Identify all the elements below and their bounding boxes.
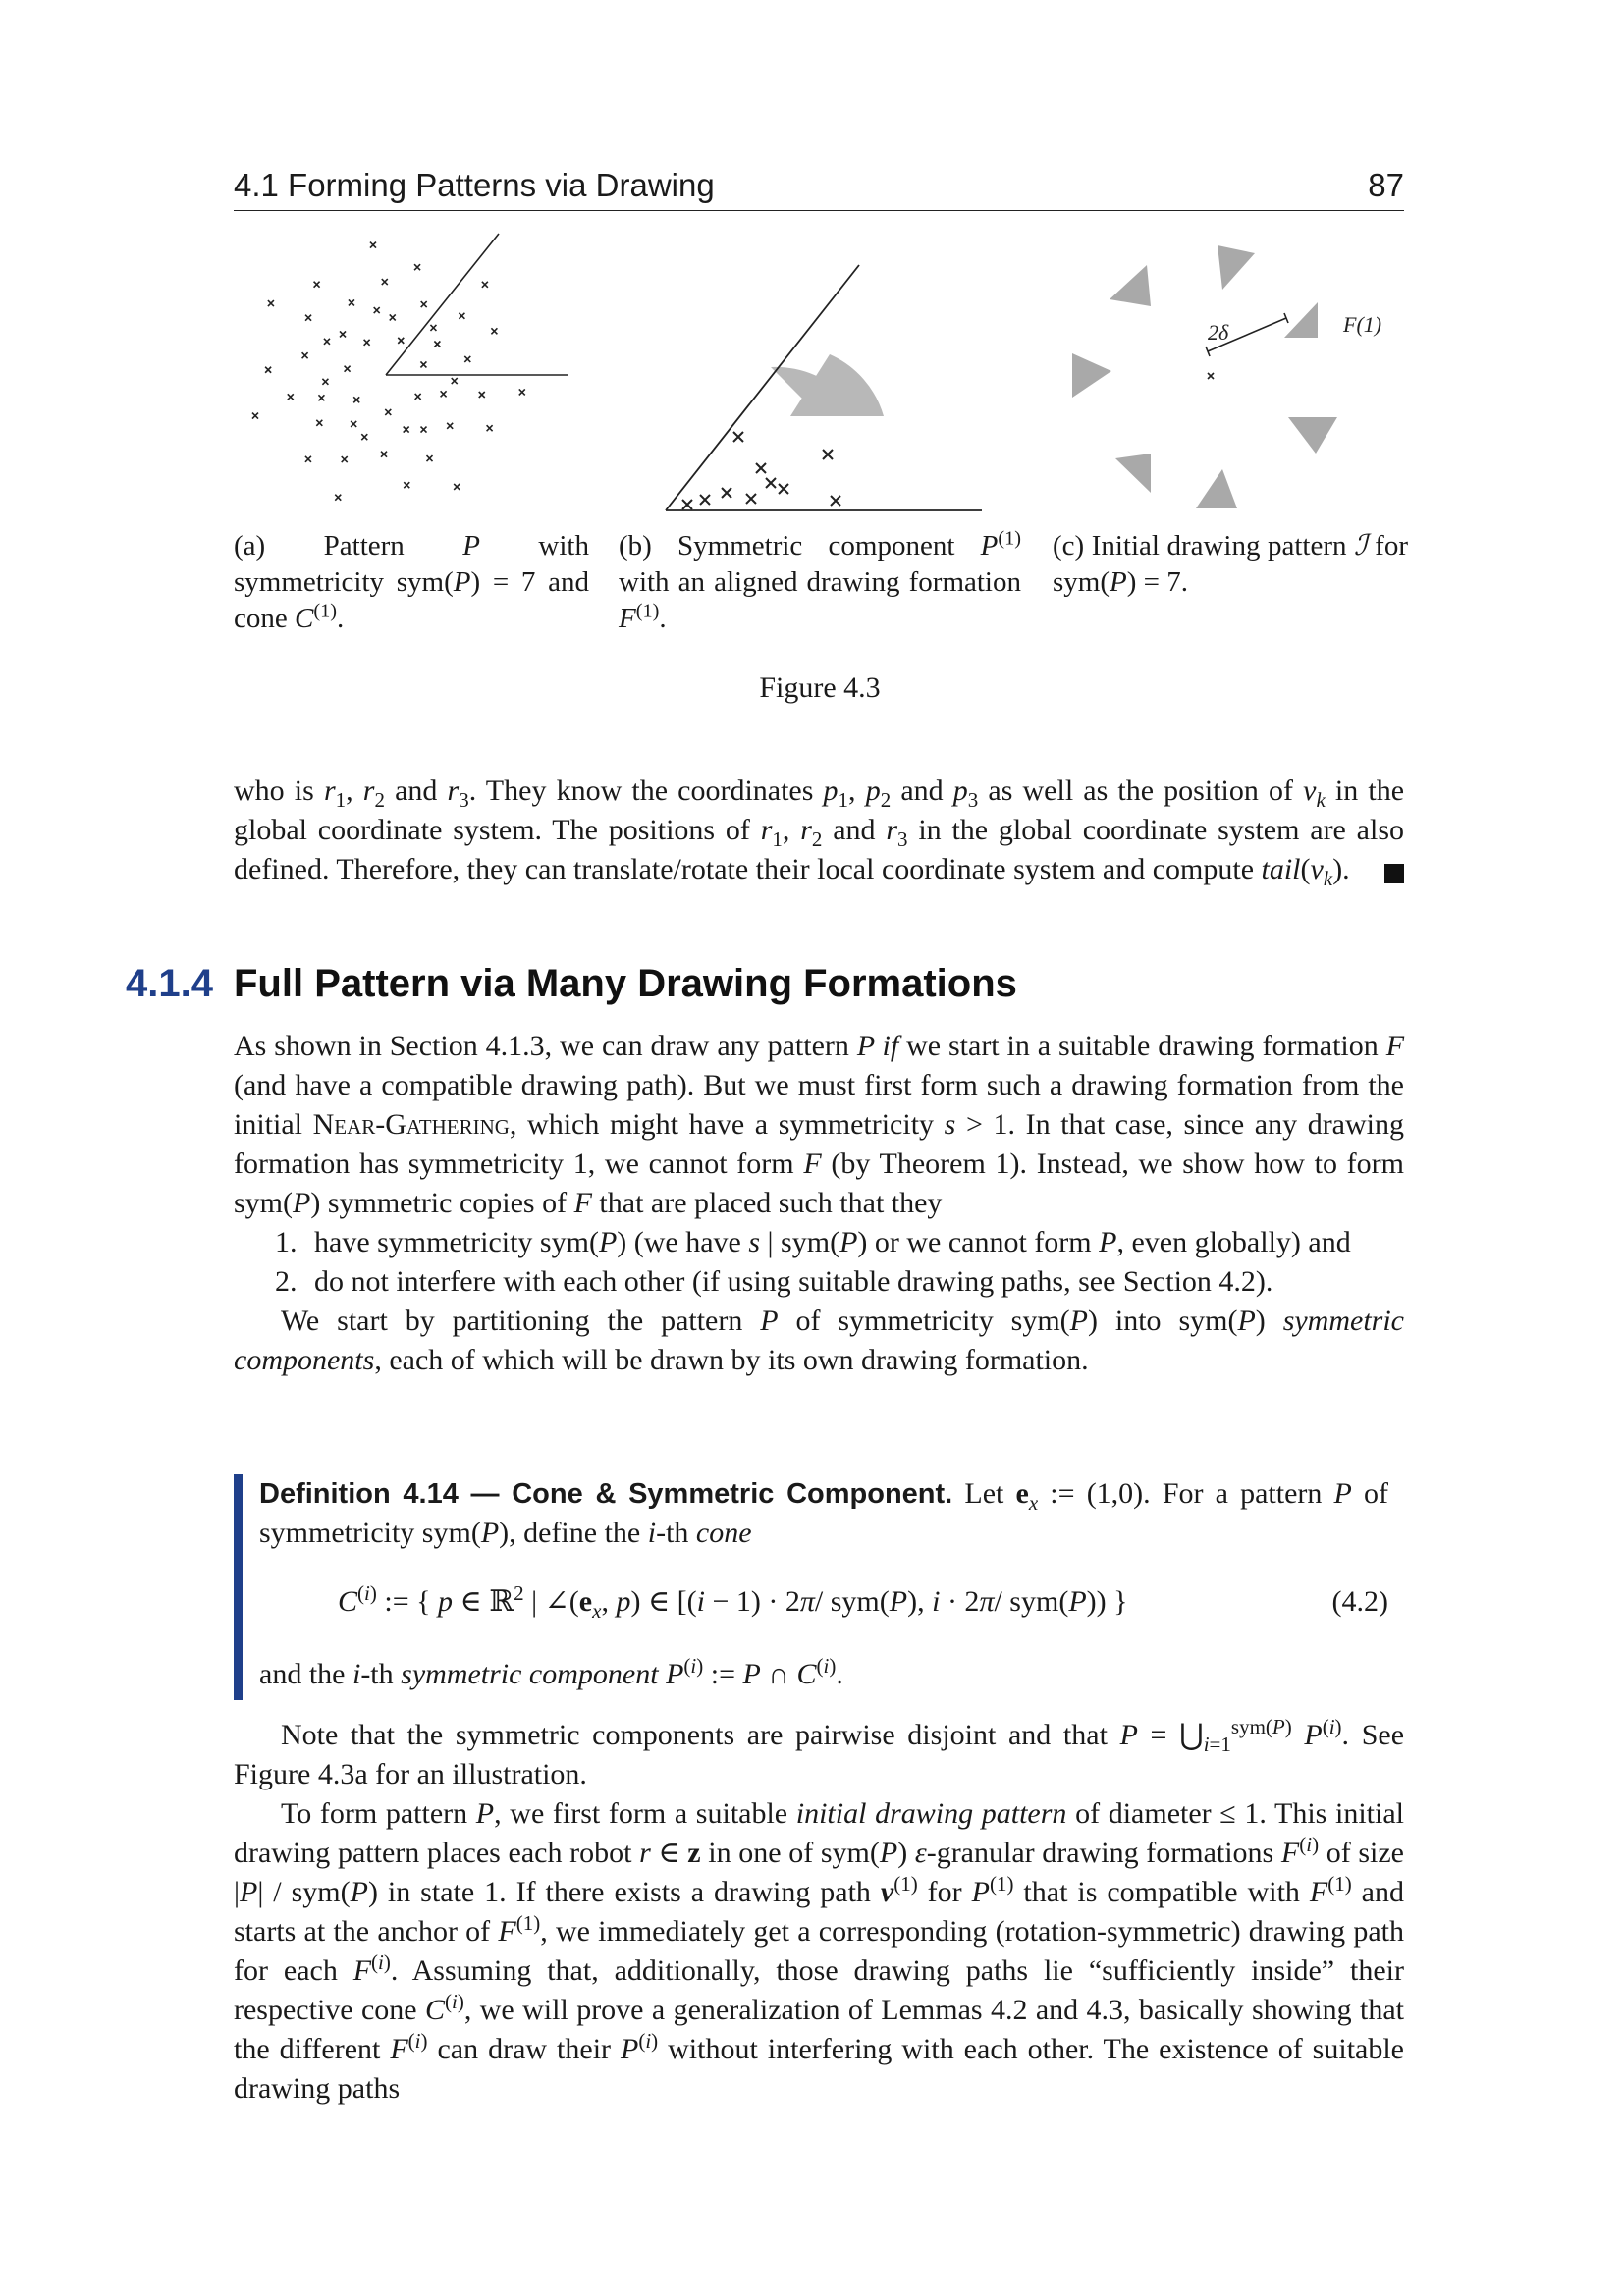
- figure-4-3b-component: [648, 255, 992, 520]
- subcaption-c: (c) Initial drawing pattern ℐ for sym(P) = 7.: [1053, 530, 1408, 598]
- subcaption-b: (b) Symmetric component $P^{(1)}$ with an aligned drawing formation $F^{(1)}$.: [619, 527, 1021, 634]
- page-number: 87: [1368, 167, 1404, 203]
- running-header: [234, 163, 1404, 211]
- property-list: [234, 1223, 1404, 1302]
- formation-label: F(1): [1343, 312, 1382, 337]
- definition-box: [234, 1474, 1404, 1700]
- paragraph-proof-end: who is $r_1$, $r_2$ and $r_3$. They know the coordinates $p_1$, $p_2$ and $p_3$ as well as the position of $v_k$ in the global coordinate system. The positions of $r_1$, $r_2$ and $r_3$ in the global coordinate system are also defined. Therefore, they can translate/rotate their local coordinate system and compute $tail(v_k)$.: [234, 774, 1405, 890]
- definition-outro: and the i-th symmetric component $P^{(i)}$ := P ∩ $C^{(i)}$.: [259, 1654, 843, 1690]
- figure-4-3c-initial-pattern: [1060, 236, 1414, 520]
- subcaption-a: (a) Pattern P with symmetricity sym(P) = 7 and cone $C^{(1)}$.: [234, 530, 589, 634]
- definition-bar: [234, 1474, 243, 1700]
- definition-intro: Definition 4.14 — Cone & Symmetric Component. Let $e_x$ := (1,0). For a pattern P of symmetricity sym(P), define the i-th cone: [259, 1477, 1388, 1549]
- list-item: 1. have symmetricity sym(P) (we have s | sym(P) or we cannot form P, even globally) and: [275, 1226, 1351, 1258]
- qed-square: [1384, 864, 1404, 883]
- section-title: Full Pattern via Many Drawing Formations: [234, 962, 1017, 1005]
- running-header-section: 4.1 Forming Patterns via Drawing: [234, 167, 715, 203]
- definition-equation: $C^{(i)}$ := { p ∈ ℝ$^2$ | $\angle(e_x$, p) ∈ [(i − 1) · 2π/ sym(P), i · 2π/ sym(P)) } (4.2): [338, 1581, 1388, 1623]
- figure-4-3a-pattern: [234, 224, 587, 518]
- list-item: 2. do not interfere with each other (if using suitable drawing paths, see Section 4.2).: [275, 1265, 1273, 1298]
- equation-number: (4.2): [1331, 1585, 1388, 1618]
- section-number: 4.1.4: [126, 962, 213, 1005]
- delta-label: 2δ: [1208, 320, 1229, 345]
- definition-heading: Definition 4.14 — Cone & Symmetric Component.: [259, 1478, 953, 1510]
- paragraph-main: Note that the symmetric components are pairwise disjoint and that $P = ⋃_{i=1}^{sym(P)}$ $P^{(i)}$. See Figure 4.3a for an illustration. To form pattern P, we first form a suitable initial drawing pattern of diameter ≤ 1. This initial drawing pattern places each robot r ∈ z in one of sym(P) ε-granular drawing formations $F^{(i)}$ of size |P| / sym(P) in state 1. If there exists a drawing path $v^{(1)}$ for $P^{(1)}$ that is compatible with $F^{(1)}$ and starts at the anchor of $F^{(1)}$, we immediately get a corresponding (rotation-symmetric) drawing path for each $F^{(i)}$. Assuming that, additionally, those drawing paths lie “sufficiently inside” their respective cone $C^{(i)}$, we will prove a generalization of Lemmas 4.2 and 4.3, basically showing that the different $F^{(i)}$ can draw their $P^{(i)}$ without interfering with each other. The existence of suitable drawing paths: [234, 1715, 1405, 2105]
- paragraph-intro: As shown in Section 4.1.3, we can draw any pattern P if we start in a suitable drawing formation F (and have a compatible drawing path). But we must first form such a drawing formation from the initial Near-Gathering, which might have a symmetricity s > 1. In that case, since any drawing formation has symmetricity 1, we cannot form F (by Theorem 1). Instead, we show how to form sym(P) symmetric copies of F that are placed such that they 1. have symmetricity sym(P) (we have s | sym(P) or we cannot form P, even globally) and 2. do not interfere with each other (if using suitable drawing paths, see Section 4.2). We start by partitioning the pattern P of symmetricity sym(P) into sym(P) symmetric components, each of which will be drawn by its own drawing formation.: [234, 1030, 1405, 1376]
- figure-label: Figure 4.3: [759, 671, 881, 704]
